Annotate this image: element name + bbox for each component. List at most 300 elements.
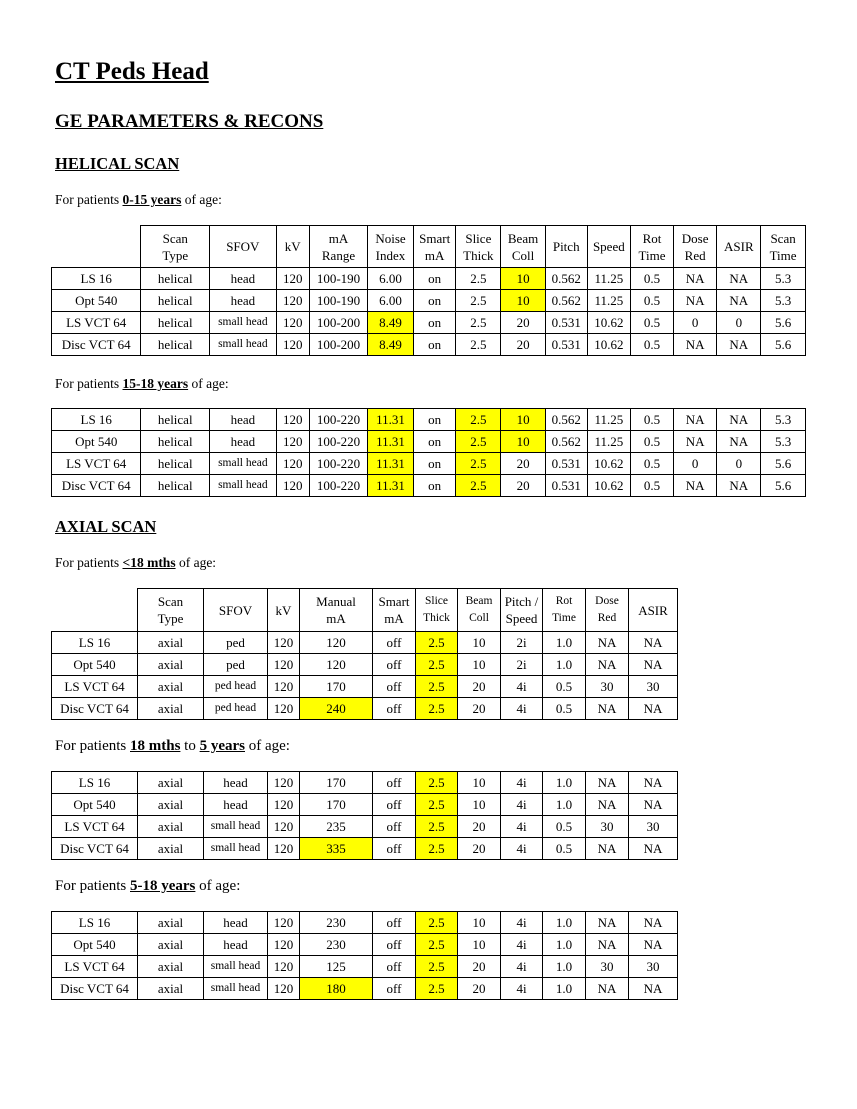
table-cell: NA xyxy=(586,934,629,956)
table-cell: 1.0 xyxy=(543,978,586,1000)
table-cell: 11.31 xyxy=(368,453,414,475)
page-title: CT Peds Head xyxy=(55,58,209,85)
table-cell: 0.531 xyxy=(545,453,587,475)
table-cell: NA xyxy=(586,698,629,720)
table-cell: ped xyxy=(204,654,268,676)
table-cell: off xyxy=(373,772,416,794)
table-cell: 240 xyxy=(300,698,373,720)
table-cell: 2i xyxy=(501,632,543,654)
table-cell: NA xyxy=(717,475,761,497)
table-cell: 11.31 xyxy=(368,431,414,453)
table-cell: 0.562 xyxy=(545,268,587,290)
helical-table-0-15-years xyxy=(51,225,806,356)
table-cell: 11.31 xyxy=(368,409,414,431)
table-cell: 20 xyxy=(501,334,546,356)
table-cell: 2.5 xyxy=(416,632,458,654)
table-cell: axial xyxy=(138,632,204,654)
scanner-name: LS VCT 64 xyxy=(52,312,141,334)
table-cell: axial xyxy=(138,956,204,978)
table-cell: 0.5 xyxy=(543,838,586,860)
column-header: Rot Time xyxy=(631,226,674,268)
column-header: Scan Type xyxy=(138,589,204,632)
table-cell: 0 xyxy=(717,453,761,475)
table-cell: 100-220 xyxy=(309,475,367,497)
table-cell: NA xyxy=(673,475,717,497)
table-cell: 4i xyxy=(501,934,543,956)
table-cell: 10 xyxy=(501,409,546,431)
table-row xyxy=(52,290,806,312)
section-subtitle: GE PARAMETERS & RECONS xyxy=(55,111,324,132)
table-cell: head xyxy=(210,431,277,453)
table-cell: 30 xyxy=(629,816,678,838)
table-cell: 0.5 xyxy=(631,409,674,431)
table-cell: on xyxy=(413,268,456,290)
table-row xyxy=(52,816,678,838)
scanner-name: Disc VCT 64 xyxy=(52,475,141,497)
table-cell: 125 xyxy=(300,956,373,978)
table-cell: 170 xyxy=(300,794,373,816)
table-cell: 100-190 xyxy=(309,268,367,290)
table-cell: 10 xyxy=(458,912,501,934)
table-cell: on xyxy=(413,290,456,312)
table-cell: 6.00 xyxy=(368,290,414,312)
table-cell: 4i xyxy=(501,838,543,860)
table-cell: 30 xyxy=(629,956,678,978)
column-header: Manual mA xyxy=(300,589,373,632)
table-cell: 4i xyxy=(501,794,543,816)
table-cell: 2.5 xyxy=(456,409,501,431)
table-row xyxy=(52,912,678,934)
table-cell: 5.3 xyxy=(761,409,806,431)
table-cell: off xyxy=(373,676,416,698)
table-cell: head xyxy=(204,794,268,816)
table-cell: 100-220 xyxy=(309,409,367,431)
table-cell: axial xyxy=(138,794,204,816)
table-cell: 0.5 xyxy=(631,312,674,334)
table-cell: 0.562 xyxy=(545,409,587,431)
table-cell: axial xyxy=(138,816,204,838)
table-cell: 0 xyxy=(673,453,717,475)
table-cell: 0.562 xyxy=(545,431,587,453)
table-cell: off xyxy=(373,632,416,654)
table-cell: 180 xyxy=(300,978,373,1000)
table-cell: on xyxy=(413,312,456,334)
column-header: Rot Time xyxy=(543,589,586,632)
table-cell: 11.25 xyxy=(587,431,631,453)
table-cell: 11.25 xyxy=(587,290,631,312)
table-cell: 30 xyxy=(586,816,629,838)
scanner-name: Disc VCT 64 xyxy=(52,978,138,1000)
table-cell: 10.62 xyxy=(587,334,631,356)
table-cell: head xyxy=(210,290,277,312)
table-cell: 2.5 xyxy=(416,772,458,794)
axial-caption-1: For patients <18 mths of age: xyxy=(55,555,217,570)
table-cell: 230 xyxy=(300,934,373,956)
table-cell: NA xyxy=(586,978,629,1000)
table-cell: 0.5 xyxy=(631,431,674,453)
table-cell: 2.5 xyxy=(456,431,501,453)
column-header: kV xyxy=(276,226,309,268)
table-cell: 120 xyxy=(268,772,300,794)
table-cell: NA xyxy=(717,334,761,356)
table-cell: off xyxy=(373,838,416,860)
table-cell: axial xyxy=(138,934,204,956)
table-cell: head xyxy=(210,268,277,290)
table-cell: 10 xyxy=(458,772,501,794)
axial-caption-3: For patients 5-18 years of age: xyxy=(55,878,241,894)
table-cell: 10 xyxy=(501,431,546,453)
table-cell: 2.5 xyxy=(456,334,501,356)
table-cell: 2.5 xyxy=(416,956,458,978)
helical-table-15-18-years xyxy=(51,408,806,497)
table-cell: axial xyxy=(138,978,204,1000)
column-header: mA Range xyxy=(309,226,367,268)
table-cell: small head xyxy=(204,838,268,860)
table-cell: 120 xyxy=(276,290,309,312)
table-cell: 10.62 xyxy=(587,453,631,475)
table-cell: 1.0 xyxy=(543,934,586,956)
table-cell: 120 xyxy=(268,632,300,654)
helical-heading: HELICAL SCAN xyxy=(55,154,180,173)
table-cell: NA xyxy=(629,772,678,794)
axial-table-under-18-mths xyxy=(51,588,678,720)
table-cell: 0.531 xyxy=(545,334,587,356)
table-cell: NA xyxy=(717,290,761,312)
table-cell: on xyxy=(413,475,456,497)
table-cell: 2.5 xyxy=(456,312,501,334)
table-cell: helical xyxy=(141,334,210,356)
table-cell: 20 xyxy=(501,453,546,475)
column-header: Pitch xyxy=(545,226,587,268)
table-row xyxy=(52,312,806,334)
table-cell: 0 xyxy=(673,312,717,334)
table-row xyxy=(52,632,678,654)
table-cell: small head xyxy=(210,475,277,497)
column-header: Slice Thick xyxy=(456,226,501,268)
table-cell: 120 xyxy=(268,676,300,698)
table-cell: NA xyxy=(586,838,629,860)
table-cell: off xyxy=(373,978,416,1000)
scanner-name: LS 16 xyxy=(52,268,141,290)
table-cell: 2.5 xyxy=(416,912,458,934)
table-cell: 4i xyxy=(501,676,543,698)
column-header: Speed xyxy=(587,226,631,268)
table-cell: 2.5 xyxy=(416,698,458,720)
table-cell: 4i xyxy=(501,772,543,794)
scanner-name: Opt 540 xyxy=(52,654,138,676)
table-cell: 1.0 xyxy=(543,654,586,676)
scanner-name: LS 16 xyxy=(52,912,138,934)
table-cell: 2.5 xyxy=(416,676,458,698)
table-cell: NA xyxy=(717,409,761,431)
table-cell: 8.49 xyxy=(368,334,414,356)
table-cell: 10.62 xyxy=(587,475,631,497)
table-cell: 10.62 xyxy=(587,312,631,334)
table-cell: off xyxy=(373,816,416,838)
table-cell: 2.5 xyxy=(456,453,501,475)
column-header: Pitch / Speed xyxy=(501,589,543,632)
table-cell: 20 xyxy=(458,956,501,978)
table-cell: on xyxy=(413,334,456,356)
scanner-name: Opt 540 xyxy=(52,794,138,816)
table-cell: 11.31 xyxy=(368,475,414,497)
table-cell: 0.531 xyxy=(545,312,587,334)
table-cell: 120 xyxy=(268,956,300,978)
table-cell: axial xyxy=(138,772,204,794)
column-header: Smart mA xyxy=(413,226,456,268)
scanner-name: LS VCT 64 xyxy=(52,453,141,475)
table-cell: 20 xyxy=(458,816,501,838)
table-cell: 120 xyxy=(276,312,309,334)
table-cell: 0.5 xyxy=(631,334,674,356)
table-cell: NA xyxy=(629,978,678,1000)
table-cell: off xyxy=(373,912,416,934)
header-row xyxy=(52,589,678,632)
header-row xyxy=(52,226,806,268)
table-cell: 0.531 xyxy=(545,475,587,497)
table-row xyxy=(52,676,678,698)
table-cell: 120 xyxy=(268,654,300,676)
table-cell: axial xyxy=(138,838,204,860)
table-cell: small head xyxy=(204,816,268,838)
table-cell: 30 xyxy=(629,676,678,698)
table-cell: 1.0 xyxy=(543,912,586,934)
table-cell: 5.3 xyxy=(761,268,806,290)
table-cell: 1.0 xyxy=(543,772,586,794)
scanner-name: Opt 540 xyxy=(52,934,138,956)
column-header: Slice Thick xyxy=(416,589,458,632)
table-row xyxy=(52,453,806,475)
table-cell: 5.6 xyxy=(761,453,806,475)
table-row xyxy=(52,431,806,453)
scanner-name: LS 16 xyxy=(52,409,141,431)
table-cell: 20 xyxy=(458,676,501,698)
table-cell: axial xyxy=(138,654,204,676)
table-cell: 120 xyxy=(268,816,300,838)
axial-heading: AXIAL SCAN xyxy=(55,517,157,536)
table-cell: 0.5 xyxy=(543,816,586,838)
table-row xyxy=(52,978,678,1000)
scanner-name: LS VCT 64 xyxy=(52,816,138,838)
column-header: Scan Time xyxy=(761,226,806,268)
table-cell: 170 xyxy=(300,676,373,698)
table-cell: 120 xyxy=(276,409,309,431)
table-cell: NA xyxy=(586,654,629,676)
scanner-name: Disc VCT 64 xyxy=(52,838,138,860)
table-cell: NA xyxy=(673,334,717,356)
table-row xyxy=(52,934,678,956)
table-cell: on xyxy=(413,453,456,475)
table-row xyxy=(52,654,678,676)
table-cell: 0.5 xyxy=(543,676,586,698)
table-cell: 2.5 xyxy=(416,934,458,956)
table-cell: helical xyxy=(141,268,210,290)
table-row xyxy=(52,475,806,497)
helical-caption-2: For patients 15-18 years of age: xyxy=(55,376,229,391)
table-cell: NA xyxy=(629,934,678,956)
table-cell: NA xyxy=(629,698,678,720)
table-cell: small head xyxy=(210,312,277,334)
table-cell: 30 xyxy=(586,676,629,698)
table-cell: 0.5 xyxy=(631,290,674,312)
table-cell: NA xyxy=(673,409,717,431)
table-cell: small head xyxy=(204,978,268,1000)
table-cell: 10 xyxy=(458,794,501,816)
table-cell: 120 xyxy=(268,934,300,956)
table-cell: 2.5 xyxy=(416,654,458,676)
table-cell: 120 xyxy=(268,838,300,860)
table-cell: ped head xyxy=(204,676,268,698)
table-cell: 0.5 xyxy=(631,475,674,497)
table-cell: off xyxy=(373,934,416,956)
table-cell: 4i xyxy=(501,978,543,1000)
table-cell: 20 xyxy=(458,698,501,720)
table-cell: 230 xyxy=(300,912,373,934)
table-cell: 1.0 xyxy=(543,794,586,816)
table-cell: NA xyxy=(629,912,678,934)
table-cell: 20 xyxy=(458,838,501,860)
column-header: SFOV xyxy=(204,589,268,632)
table-cell: 120 xyxy=(276,334,309,356)
table-cell: axial xyxy=(138,698,204,720)
axial-table-5-18-years xyxy=(51,911,678,1000)
table-cell: 1.0 xyxy=(543,632,586,654)
table-cell: 20 xyxy=(501,475,546,497)
table-cell: 100-190 xyxy=(309,290,367,312)
table-cell: 8.49 xyxy=(368,312,414,334)
table-cell: 2.5 xyxy=(416,794,458,816)
table-cell: NA xyxy=(586,772,629,794)
table-cell: 2.5 xyxy=(416,978,458,1000)
table-cell: NA xyxy=(629,838,678,860)
table-cell: NA xyxy=(586,794,629,816)
helical-caption-1: For patients 0-15 years of age: xyxy=(55,192,222,207)
table-cell: small head xyxy=(210,453,277,475)
table-cell: off xyxy=(373,698,416,720)
column-header: ASIR xyxy=(717,226,761,268)
table-cell: 5.6 xyxy=(761,312,806,334)
table-cell: 0.5 xyxy=(543,698,586,720)
table-cell: 11.25 xyxy=(587,409,631,431)
table-cell: head xyxy=(204,772,268,794)
table-cell: 120 xyxy=(300,632,373,654)
table-cell: 100-220 xyxy=(309,431,367,453)
table-cell: 2.5 xyxy=(456,268,501,290)
column-header: kV xyxy=(268,589,300,632)
table-cell: 0 xyxy=(717,312,761,334)
table-cell: NA xyxy=(586,632,629,654)
column-header: ASIR xyxy=(629,589,678,632)
table-cell: NA xyxy=(673,431,717,453)
table-cell: ped xyxy=(204,632,268,654)
column-header: Dose Red xyxy=(673,226,717,268)
table-cell: 10 xyxy=(458,632,501,654)
column-header: Smart mA xyxy=(373,589,416,632)
table-cell: 170 xyxy=(300,772,373,794)
table-cell: 2.5 xyxy=(456,290,501,312)
table-row xyxy=(52,838,678,860)
scanner-name: Opt 540 xyxy=(52,431,141,453)
table-cell: helical xyxy=(141,431,210,453)
table-cell: 5.6 xyxy=(761,334,806,356)
table-cell: 4i xyxy=(501,912,543,934)
table-cell: 0.562 xyxy=(545,290,587,312)
table-cell: 120 xyxy=(276,268,309,290)
table-cell: 100-200 xyxy=(309,334,367,356)
table-cell: 5.3 xyxy=(761,290,806,312)
table-cell: head xyxy=(204,912,268,934)
axial-table-18-mths-to-5-years xyxy=(51,771,678,860)
table-cell: 11.25 xyxy=(587,268,631,290)
table-cell: head xyxy=(204,934,268,956)
table-cell: 6.00 xyxy=(368,268,414,290)
table-cell: NA xyxy=(673,290,717,312)
table-cell: 2i xyxy=(501,654,543,676)
axial-caption-2: For patients 18 mths to 5 years of age: xyxy=(55,738,290,754)
table-row xyxy=(52,956,678,978)
table-cell: helical xyxy=(141,475,210,497)
scanner-name: LS 16 xyxy=(52,632,138,654)
table-cell: 120 xyxy=(300,654,373,676)
table-cell: helical xyxy=(141,290,210,312)
scanner-name: Disc VCT 64 xyxy=(52,698,138,720)
table-cell: helical xyxy=(141,409,210,431)
table-cell: 2.5 xyxy=(416,816,458,838)
table-cell: axial xyxy=(138,912,204,934)
table-cell: 100-220 xyxy=(309,453,367,475)
table-cell: 5.6 xyxy=(761,475,806,497)
table-cell: axial xyxy=(138,676,204,698)
table-cell: off xyxy=(373,956,416,978)
table-row xyxy=(52,794,678,816)
table-cell: 100-200 xyxy=(309,312,367,334)
table-cell: 120 xyxy=(276,475,309,497)
table-cell: 335 xyxy=(300,838,373,860)
column-header: SFOV xyxy=(210,226,277,268)
table-cell: 120 xyxy=(276,431,309,453)
column-header: Beam Coll xyxy=(501,226,546,268)
table-cell: on xyxy=(413,409,456,431)
table-cell: 10 xyxy=(501,290,546,312)
header-blank xyxy=(52,226,141,268)
table-cell: helical xyxy=(141,312,210,334)
table-cell: 0.5 xyxy=(631,453,674,475)
table-cell: 4i xyxy=(501,956,543,978)
table-cell: 4i xyxy=(501,816,543,838)
table-cell: 1.0 xyxy=(543,956,586,978)
table-cell: NA xyxy=(629,654,678,676)
table-cell: NA xyxy=(673,268,717,290)
table-cell: 20 xyxy=(458,978,501,1000)
table-row xyxy=(52,268,806,290)
table-cell: 4i xyxy=(501,698,543,720)
table-cell: 2.5 xyxy=(456,475,501,497)
scanner-name: LS VCT 64 xyxy=(52,676,138,698)
scanner-name: LS VCT 64 xyxy=(52,956,138,978)
scanner-name: LS 16 xyxy=(52,772,138,794)
table-cell: 0.5 xyxy=(631,268,674,290)
table-cell: NA xyxy=(629,632,678,654)
table-cell: 120 xyxy=(276,453,309,475)
table-cell: helical xyxy=(141,453,210,475)
table-cell: 120 xyxy=(268,698,300,720)
table-cell: small head xyxy=(204,956,268,978)
table-cell: 30 xyxy=(586,956,629,978)
table-cell: NA xyxy=(586,912,629,934)
table-cell: 235 xyxy=(300,816,373,838)
table-cell: 120 xyxy=(268,978,300,1000)
table-cell: NA xyxy=(629,794,678,816)
